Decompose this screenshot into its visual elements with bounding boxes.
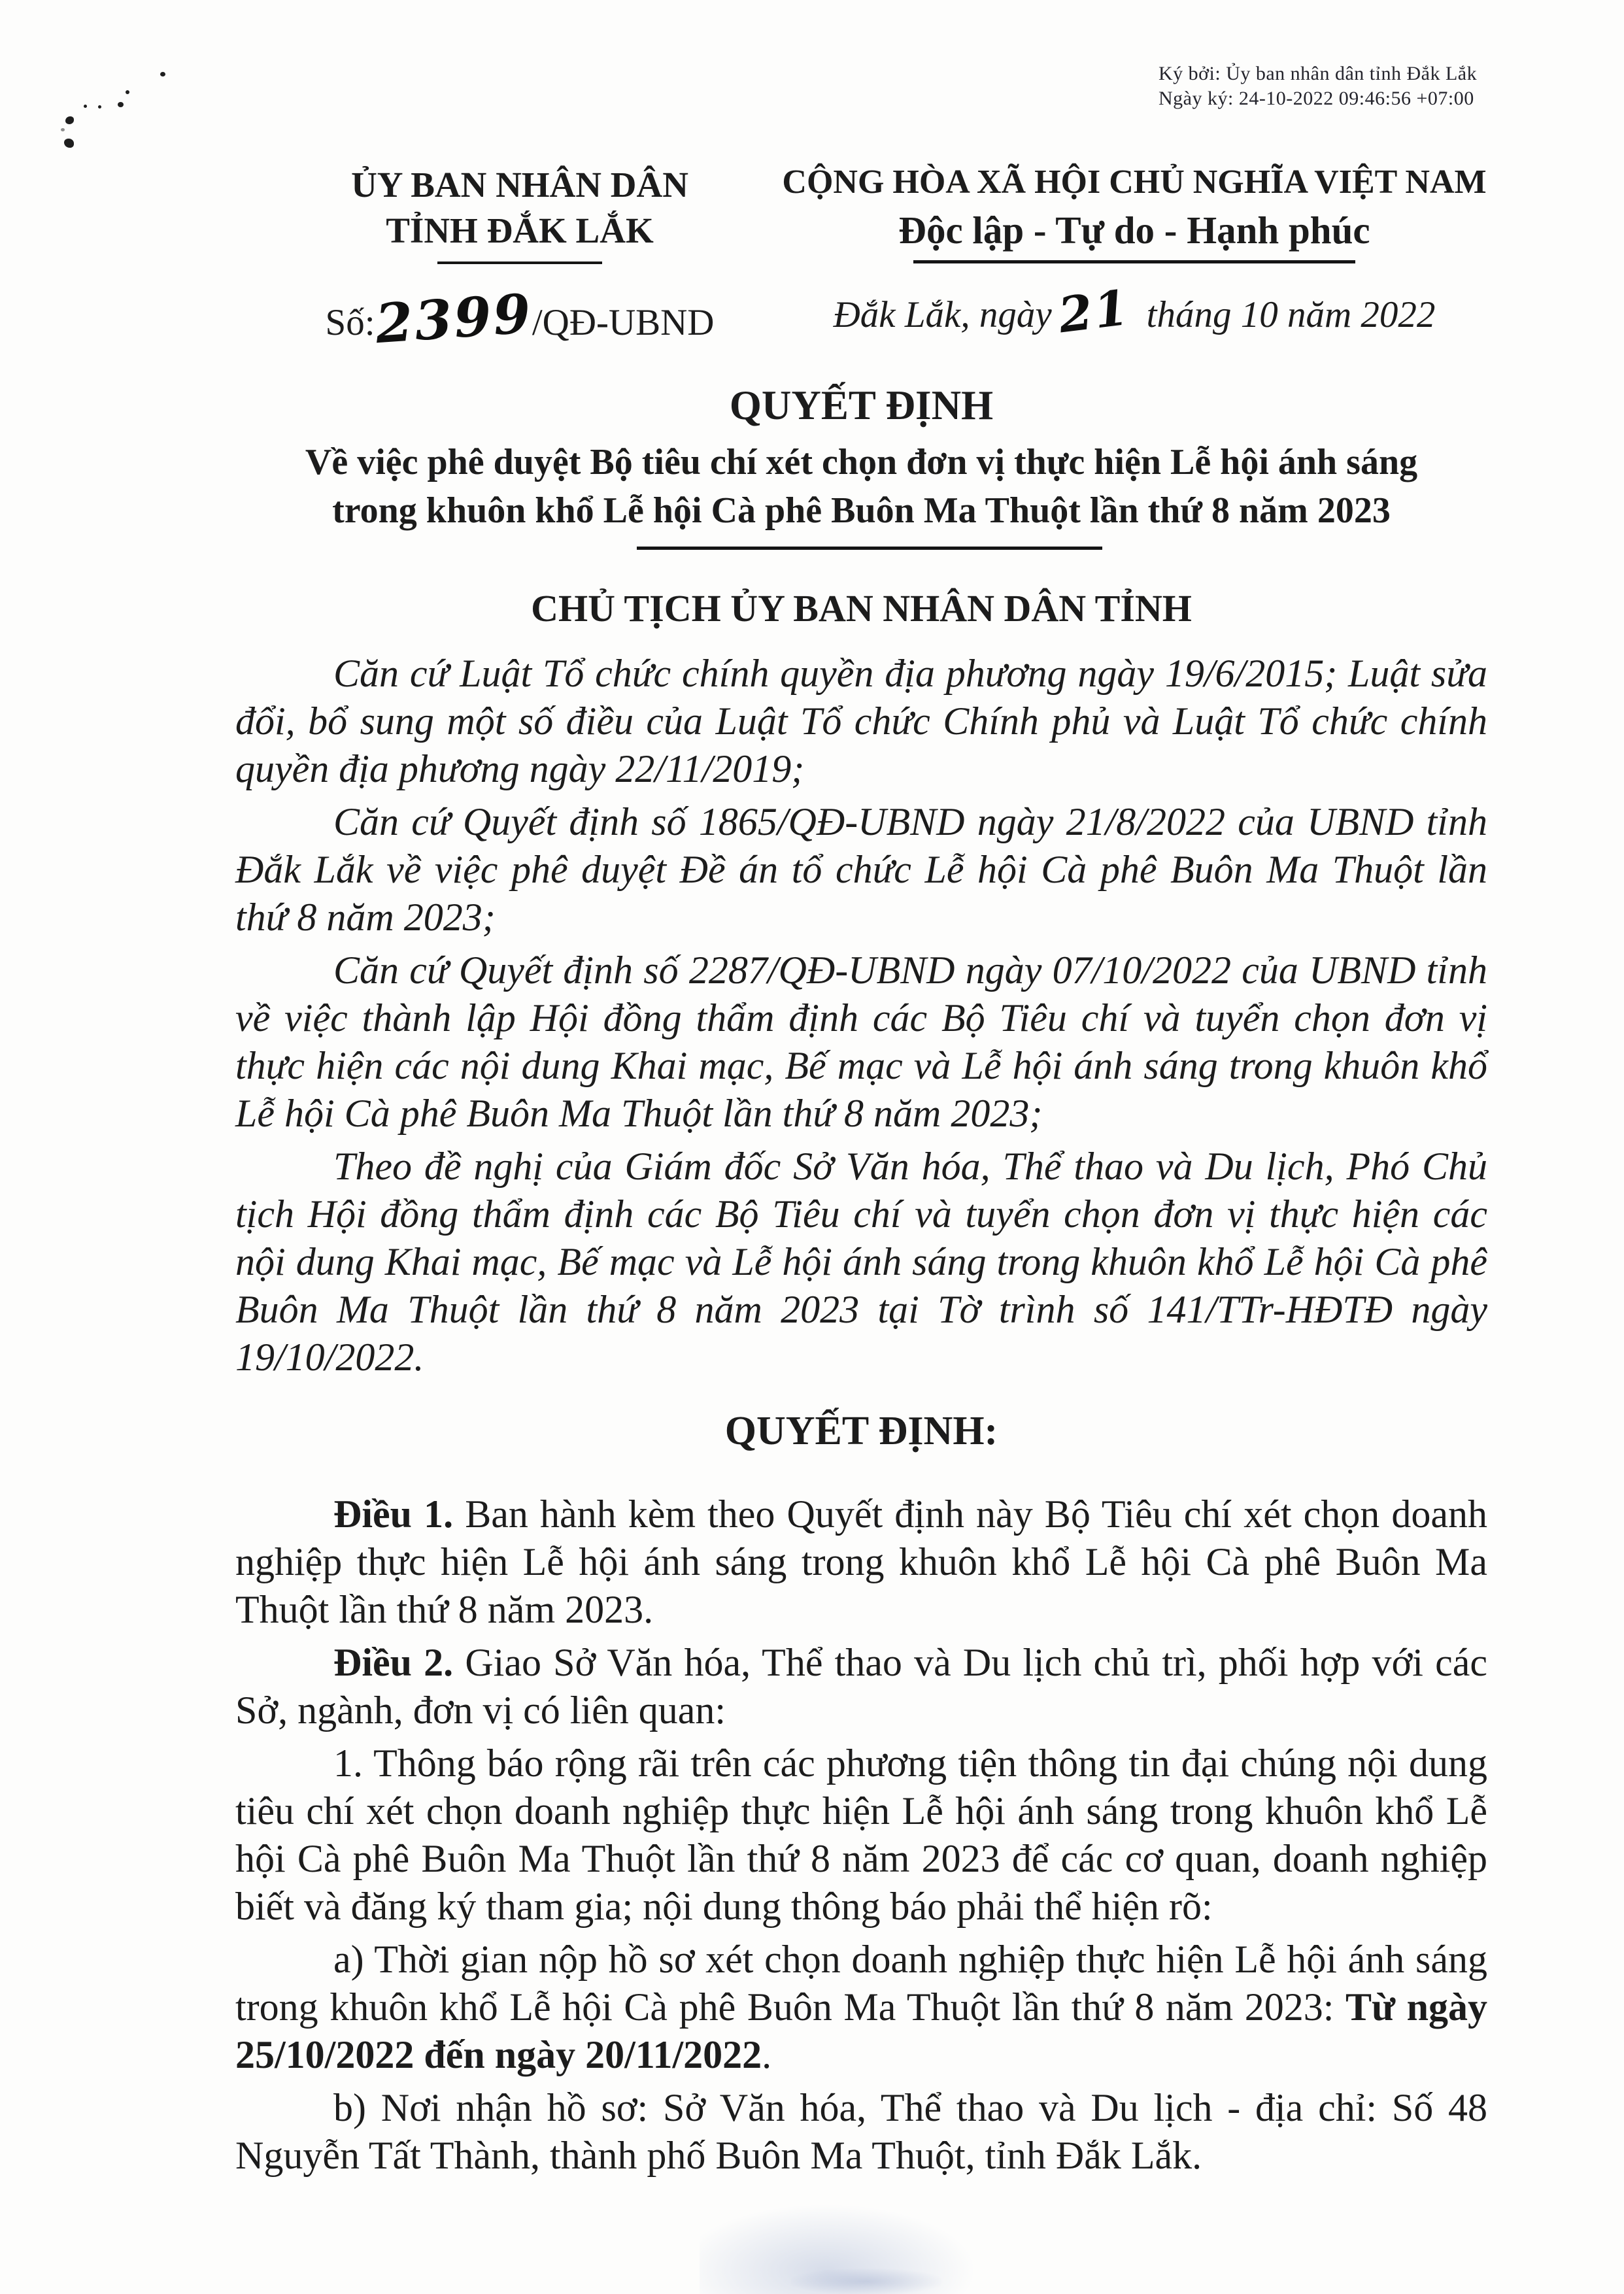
issuer-block — [262, 162, 778, 356]
signature-signer: Ký bởi: Ủy ban nhân dân tỉnh Đắk Lắk — [1159, 63, 1478, 84]
preamble-paragraph-2: Căn cứ Quyết định số 1865/QĐ-UBND ngày 21/8/2022 của UBND tỉnh Đắk Lắk về việc phê duyệt Đề án tổ chức Lễ hội Cà phê Buôn Ma Thuột lần thứ 8 năm 2023; — [235, 800, 1487, 939]
motto-line2: Độc lập - Tự do - Hạnh phúc — [898, 209, 1370, 252]
dateline — [771, 279, 1497, 345]
motto-underline — [913, 260, 1355, 263]
list-item-a-bold-dates: Từ ngày 25/10/2022 đến ngày 20/11/2022 — [235, 1985, 1487, 2076]
list-item-a-end: . — [762, 2033, 772, 2076]
document-number-prefix: Số: — [325, 302, 375, 343]
dateline-suffix: tháng 10 năm 2022 — [1146, 294, 1436, 335]
article-1 — [235, 1491, 1487, 1634]
list-item-a — [235, 1936, 1487, 2079]
motto-line1: CỘNG HÒA XÃ HỘI CHỦ NGHĨA VIỆT NAM — [782, 163, 1487, 201]
list-item-a-text: a) Thời gian nộp hồ sơ xét chọn doanh nghiệp thực hiện Lễ hội ánh sáng trong khuôn khổ Lễ hội Cà phê Buôn Ma Thuột lần thứ 8 năm 2023: — [235, 1938, 1487, 2029]
scan-speck — [61, 128, 65, 131]
scan-speck — [160, 72, 165, 76]
preamble-paragraph-4: Theo đề nghị của Giám đốc Sở Văn hóa, Thể thao và Du lịch, Phó Chủ tịch Hội đồng thẩm định các Bộ Tiêu chí và tuyển chọn đơn vị thực hiện các nội dung Khai mạc, Bế mạc và Lễ hội ánh sáng trong khuôn khổ Lễ hội Cà phê Buôn Ma Thuột lần thứ 8 năm 2023 tại Tờ trình số 141/TTr-HĐTĐ ngày 19/10/2022. — [235, 1145, 1487, 1379]
document-type-heading: QUYẾT ĐỊNH — [729, 382, 994, 428]
issuer-name-line2: TỈNH ĐẮK LẮK — [386, 211, 654, 250]
decision-heading: QUYẾT ĐỊNH: — [724, 1409, 998, 1453]
issuer-underline — [437, 261, 602, 264]
digital-signature-stamp — [1159, 61, 1485, 111]
article-1-label: Điều 1. — [333, 1493, 454, 1536]
preamble — [235, 650, 1487, 1381]
issuing-authority-heading: CHỦ TỊCH ỦY BAN NHÂN DÂN TỈNH — [531, 587, 1192, 630]
title-block — [235, 380, 1487, 630]
document-number-suffix: /QĐ-UBND — [532, 302, 715, 343]
document-subtitle-line2: trong khuôn khổ Lễ hội Cà phê Buôn Ma Thuột lần thứ 8 năm 2023 — [332, 490, 1391, 531]
list-item-b: b) Nơi nhận hồ sơ: Sở Văn hóa, Thể thao và Du lịch - địa chỉ: Số 48 Nguyễn Tất Thành, thành phố Buôn Ma Thuột, tỉnh Đắk Lắk. — [235, 2086, 1487, 2177]
dateline-prefix: Đắk Lắk, ngày — [833, 294, 1052, 335]
scan-speck — [65, 116, 74, 124]
article-2-label: Điều 2. — [333, 1641, 454, 1684]
document-number-value: 2399 — [373, 282, 535, 356]
article-1-text: Ban hành kèm theo Quyết định này Bộ Tiêu chí xét chọn doanh nghiệp thực hiện Lễ hội ánh sáng trong khuôn khổ Lễ hội Cà phê Buôn Ma Thuột lần thứ 8 năm 2023. — [235, 1493, 1487, 1631]
dateline-day: 21 — [1055, 279, 1133, 345]
scan-speck — [84, 105, 87, 108]
document-body — [235, 650, 1487, 2185]
article-2 — [235, 1639, 1487, 1734]
subtitle-underline — [637, 547, 1102, 550]
stamp-bleed-smudge-small — [791, 2269, 941, 2294]
document-number — [262, 282, 778, 356]
scan-speck — [126, 90, 129, 94]
preamble-paragraph-1: Căn cứ Luật Tổ chức chính quyền địa phương ngày 19/6/2015; Luật sửa đổi, bổ sung một số điều của Luật Tổ chức Chính phủ và Luật Tổ chức chính quyền địa phương ngày 22/11/2019; — [235, 652, 1487, 790]
scan-speck — [118, 102, 124, 107]
signature-datetime: Ngày ký: 24-10-2022 09:46:56 +07:00 — [1159, 88, 1474, 109]
document-subtitle-line1: Về việc phê duyệt Bộ tiêu chí xét chọn đơn vị thực hiện Lễ hội ánh sáng — [305, 442, 1418, 482]
issuer-name-line1: ỦY BAN NHÂN DÂN — [351, 165, 688, 205]
national-motto-block — [771, 160, 1497, 345]
scan-speck — [98, 105, 101, 109]
scan-speck — [64, 139, 74, 148]
article-2-text: Giao Sở Văn hóa, Thể thao và Du lịch chủ trì, phối hợp với các Sở, ngành, đơn vị có liên quan: — [235, 1641, 1487, 1732]
list-item-1: 1. Thông báo rộng rãi trên các phương tiện thông tin đại chúng nội dung tiêu chí xét chọn doanh nghiệp thực hiện Lễ hội ánh sáng trong khuôn khổ Lễ hội Cà phê Buôn Ma Thuột lần thứ 8 năm 2023 để các cơ quan, doanh nghiệp biết và đăng ký tham gia; nội dung thông báo phải thể hiện rõ: — [235, 1742, 1487, 1928]
preamble-paragraph-3: Căn cứ Quyết định số 2287/QĐ-UBND ngày 07/10/2022 của UBND tỉnh về việc thành lập Hội đồng thẩm định các Bộ Tiêu chí và tuyển chọn đơn vị thực hiện các nội dung Khai mạc, Bế mạc và Lễ hội ánh sáng trong khuôn khổ Lễ hội Cà phê Buôn Ma Thuột lần thứ 8 năm 2023; — [235, 949, 1487, 1135]
